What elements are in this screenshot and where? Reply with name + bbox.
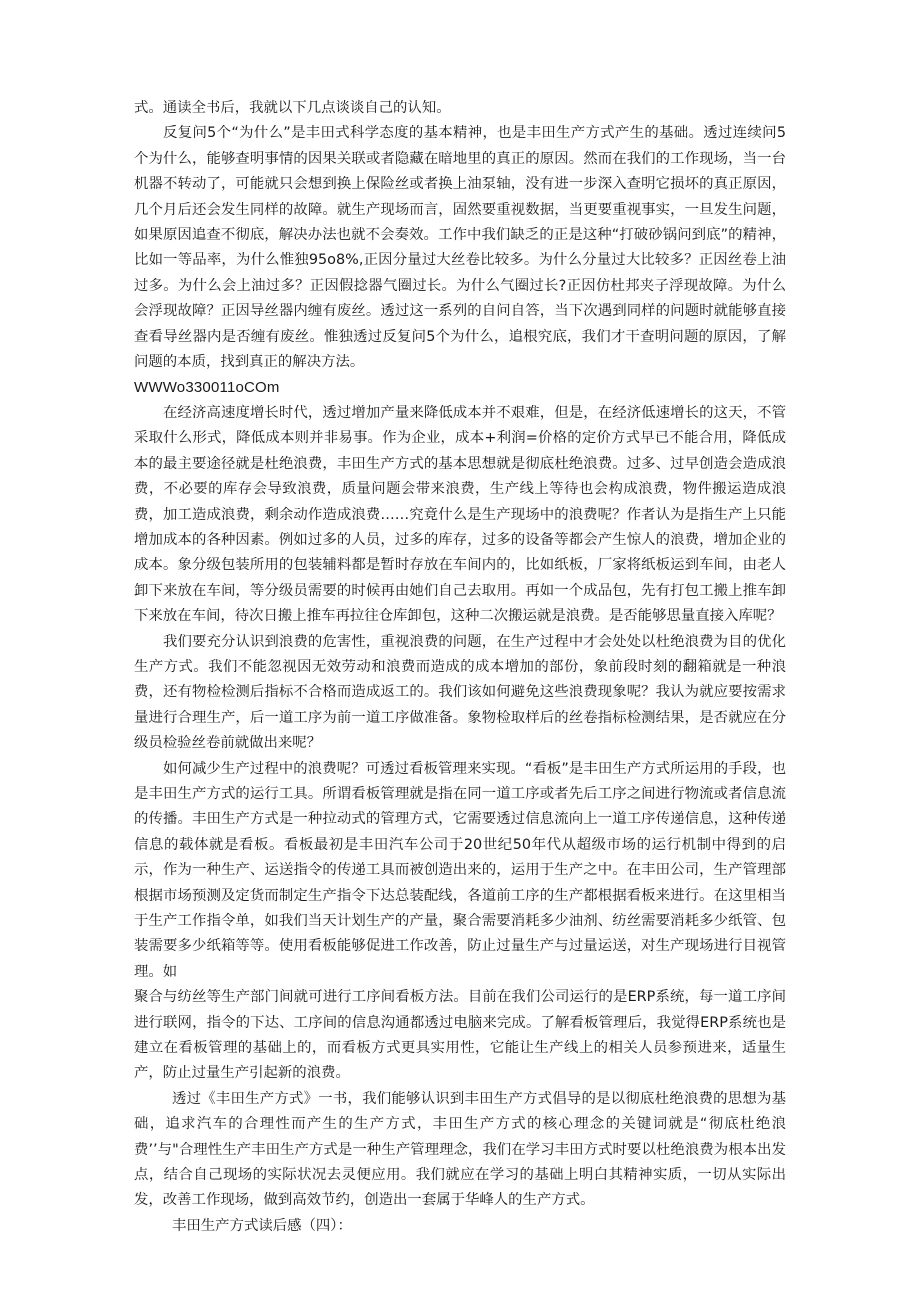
paragraph-five-whys: 反复问5个“为什么”是丰田式科学态度的基本精神，也是丰田生产方式产生的基础。透过连续问5个为什么，能够查明事情的因果关联或者隐藏在暗地里的真正的原因。然而在我们的工作现场，当一台机器不转动了，可能就只会想到换上保险丝或者换上油泵轴，没有进一步深入查明它损坏的真正原因，几个月后还会发生同样的故障。就生产现场而言，固然要重视数据，当更要重视事实，一旦发生问题，如果原因追查不彻底，解决办法也就不会奏效。工作中我们缺乏的正是这种“打破砂锅问到底”的精神，比如一等品率，为什么惟独95o8%,正因分量过大丝卷比较多。为什么分量过大比较多？正因丝卷上油过多。为什么会上油过多？正因假捻器气圈过长。为什么气圈过长?正因仿杜邦夹子浮现故障。为什么会浮现故障？正因导丝器内缠有废丝。透过这一系列的自问自答，当下次遇到同样的问题时就能够直接查看导丝器内是否缠有废丝。惟独透过反复问5个为什么，追根究底，我们才干查明问题的原因，了解问题的本质，找到真正的解决方法。	[134, 125, 786, 371]
paragraph-intro-tail: 式。通读全书后，我就以下几点谈谈自己的认知。	[134, 100, 451, 116]
section-heading-part-four: 丰田生产方式读后感（四）：	[172, 1217, 352, 1234]
watermark-url-line: WWWo330011oCOm	[134, 379, 280, 397]
paragraph-erp: 聚合与纺丝等生产部门间就可进行工序间看板方法。目前在我们公司运行的是ERP系统，每一道工序间进行联网，指令的下达、工序间的信息沟通都透过电脑来完成。了解看板管理后，我觉得ERP系统也是建立在看板管理的基础上的，而看板方式更具实用性，它能让生产线上的相关人员参预进来，适量生产，防止过量生产引起新的浪费。	[134, 989, 786, 1082]
paragraph-waste-harm: 我们要充分认识到浪费的危害性，重视浪费的问题，在生产过程中才会处处以杜绝浪费为目的优化生产方式。我们不能忽视因无效劳动和浪费而造成的成本增加的部份，象前段时刻的翻箱就是一种浪费，还有物检检测后指标不合格而造成返工的。我们该如何避免这些浪费现象呢？我认为就应要按需求量进行合理生产，后一道工序为前一道工序做准备。象物检取样后的丝卷指标检测结果，是否就应在分级员检验丝卷前就做出来呢？	[134, 633, 786, 752]
document-body	[134, 96, 786, 1239]
paragraph-kanban: 如何减少生产过程中的浪费呢？可透过看板管理来实现。“看板”是丰田生产方式所运用的手段，也是丰田生产方式的运行工具。所谓看板管理就是指在同一道工序或者先后工序之间进行物流或者信息流的传播。丰田生产方式是一种拉动式的管理方式，它需要透过信息流向上一道工序传递信息，这种传递信息的载体就是看板。看板最初是丰田汽车公司于20世纪50年代从超级市场的运行机制中得到的启示，作为一种生产、运送指令的传递工具而被创造出来的，运用于生产之中。在丰田公司，生产管理部根据市场预测及定货而制定生产指令下达总装配线，各道前工序的生产都根据看板来进行。在这里相当于生产工作指令单，如我们当天计划生产的产量，聚合需要消耗多少油剂、纺丝需要消耗多少纸管、包装需要多少纸箱等等。使用看板能够促进工作改善，防止过量生产与过量运送，对生产现场进行目视管理。如	[134, 760, 786, 980]
paragraph-cost-waste: 在经济高速度增长时代，透过增加产量来降低成本并不艰难，但是，在经济低速增长的这天，不管采取什么形式，降低成本则并非易事。作为企业，成本+利润=价格的定价方式早已不能合用，降低成本的最主要途径就是杜绝浪费，丰田生产方式的基本思想就是彻底杜绝浪费。过多、过早创造会造成浪费，不必要的库存会导致浪费，质量问题会带来浪费，生产线上等待也会构成浪费，物件搬运造成浪费，加工造成浪费，剩余动作造成浪费……究竟什么是生产现场中的浪费呢？作者认为是指生产上只能增加成本的各种因素。例如过多的人员，过多的库存，过多的设备等都会产生惊人的浪费，增加企业的成本。象分级包装所用的包装辅料都是暂时存放在车间内的，比如纸板，厂家将纸板运到车间，由老人卸下来放在车间，等分级员需要的时候再由她们自己去取用。再如一个成品包，先有打包工搬上推车卸下来放在车间，待次日搬上推车再拉往仓库卸包，这种二次搬运就是浪费。是否能够思量直接入库呢？	[134, 404, 786, 625]
paragraph-conclusion: 透过《丰田生产方式》一书，我们能够认识到丰田生产方式倡导的是以彻底杜绝浪费的思想为基础，追求汽车的合理性而产生的生产方式，丰田生产方式的核心理念的关键词就是“彻底杜绝浪费’’与"合理性生产丰田生产方式是一种生产管理理念，我们在学习丰田方式时要以杜绝浪费为根本出发点，结合自己现场的实际状况去灵便应用。我们就应在学习的基础上明白其精神实质，一切从实际出发，改善工作现场，做到高效节约，创造出一套属于华峰人的生产方式。	[134, 1090, 786, 1209]
